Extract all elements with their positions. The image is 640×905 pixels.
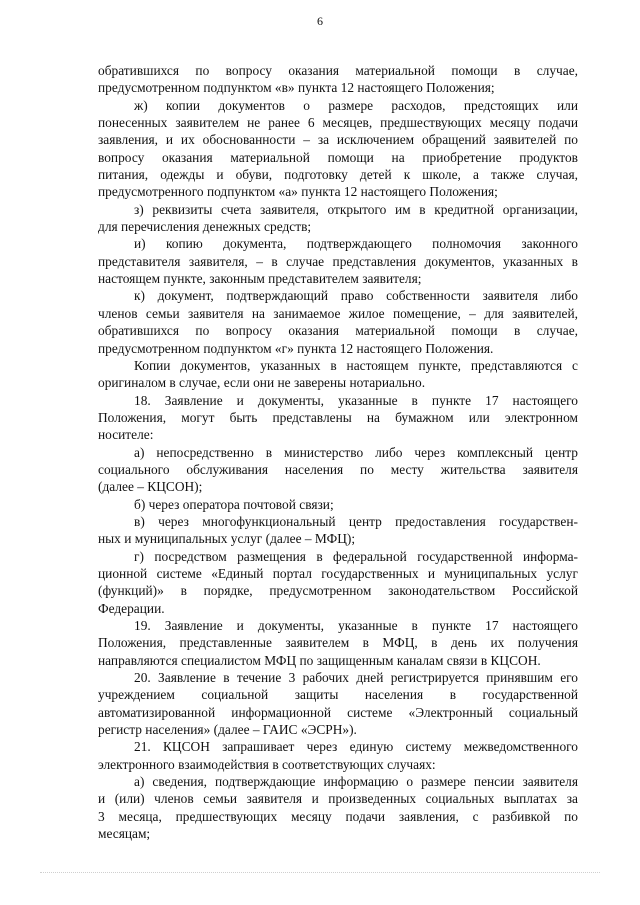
text-line: представителя заявителя, – в случае представления документов, указанных в xyxy=(98,253,578,269)
paragraph xyxy=(98,548,578,617)
paragraph xyxy=(98,773,578,842)
text-line: б) через оператора почтовой связи; xyxy=(134,496,334,512)
paragraph xyxy=(98,513,578,548)
text-line: для перечисления денежных средств; xyxy=(98,219,312,235)
paragraph xyxy=(98,287,578,356)
text-line: обратившихся по вопросу оказания материальной помощи в случае, xyxy=(98,323,578,339)
paragraph xyxy=(98,738,578,773)
paragraph xyxy=(98,444,578,496)
text-line: к) документ, подтверждающий право собственности заявителя либо xyxy=(134,288,578,304)
text-line: и) копию документа, подтверждающего полномочия законного xyxy=(134,236,578,252)
paragraph xyxy=(98,392,578,444)
paragraph xyxy=(98,97,578,201)
text-line: регистр населения» (далее – ГАИС «ЭСРН»). xyxy=(98,722,357,738)
text-line: 18. Заявление и документы, указанные в пункте 17 настоящего xyxy=(134,392,578,408)
text-line: 20. Заявление в течение 3 рабочих дней регистрируется принявшим его xyxy=(134,670,578,686)
text-line: социального обслуживания населения по месту жительства заявителя xyxy=(98,461,578,477)
text-line: и (или) членов семьи заявителя и произведенных социальных выплатах за xyxy=(98,791,578,807)
text-line: предусмотренном подпунктом «в» пункта 12 настоящего Положения; xyxy=(98,80,495,96)
text-line: предусмотренном подпунктом «г» пункта 12 настоящего Положения. xyxy=(98,340,494,356)
paragraph xyxy=(98,496,578,513)
text-line: а) непосредственно в министерство либо через комплексный центр xyxy=(134,444,578,460)
text-line: (далее – КЦСОН); xyxy=(98,479,203,495)
text-line: автоматизированной информационной системе «Электронный социальный xyxy=(98,704,578,720)
paragraph xyxy=(98,201,578,236)
text-line: Копии документов, указанных в настоящем пункте, представляются с xyxy=(134,357,578,373)
text-line: учреждением социальной защиты населения в государственной xyxy=(98,687,578,703)
text-line: 19. Заявление и документы, указанные в пункте 17 настоящего xyxy=(134,618,578,633)
text-line: ных и муниципальных услуг (далее – МФЦ); xyxy=(98,531,356,547)
text-line: г) посредством размещения в федеральной государственной информа- xyxy=(134,548,578,564)
text-line: носителе: xyxy=(98,427,154,443)
text-line: Федерации. xyxy=(98,600,165,616)
text-line: понесенных заявителем не ранее 6 месяцев, предшествующих месяцу подачи xyxy=(98,115,578,131)
text-line: 21. КЦСОН запрашивает через единую систему межведомственного xyxy=(134,739,578,755)
paragraph xyxy=(98,669,578,738)
text-line: вопросу оказания материальной помощи на приобретение продуктов xyxy=(98,149,578,165)
text-line: направляются специалистом МФЦ по защищенным каналам связи в КЦСОН. xyxy=(98,652,541,668)
text-line: заявления, и их обоснованности – за исключением обращений заявителей по xyxy=(98,132,578,148)
text-line: 3 месяца, предшествующих месяцу подачи заявления, с разбивкой по xyxy=(98,808,578,824)
text-line: месяцам; xyxy=(98,826,151,842)
text-line: оригиналом в случае, если они не заверены нотариально. xyxy=(98,375,426,391)
text-line: ционной системе «Единый портал государственных и муниципальных услуг xyxy=(98,565,578,581)
text-line: электронного взаимодействия в соответствующих случаях: xyxy=(98,756,436,772)
paragraph xyxy=(98,62,578,97)
text-line: в) через многофункциональный центр предоставления государствен- xyxy=(134,513,578,529)
paragraph xyxy=(98,235,578,287)
page-number: 6 xyxy=(317,14,323,28)
text-line: членов семьи заявителя на занимаемое жилое помещение, – для заявителей, xyxy=(98,305,578,321)
text-line: обратившихся по вопросу оказания материальной помощи в случае, xyxy=(98,63,578,78)
text-line: питания, одежды и обуви, подготовку детей к школе, а также случая, xyxy=(98,167,578,183)
scan-artifact-line xyxy=(40,872,600,873)
text-line: Положения, представленные заявителем в МФЦ, в день их получения xyxy=(98,635,578,651)
text-line: а) сведения, подтверждающие информацию о размере пенсии заявителя xyxy=(134,774,578,790)
text-line: (функций)» в порядке, предусмотренном законодательством Российской xyxy=(98,583,578,599)
document-body xyxy=(98,62,578,842)
paragraph xyxy=(98,357,578,392)
paragraph xyxy=(98,617,578,669)
text-line: настоящем пункте, законным представителем заявителя; xyxy=(98,271,422,287)
text-line: ж) копии документов о размере расходов, предстоящих или xyxy=(134,97,578,113)
text-line: з) реквизиты счета заявителя, открытого им в кредитной организации, xyxy=(134,201,578,217)
text-line: Положения, могут быть представлены на бумажном или электронном xyxy=(98,409,578,425)
text-line: предусмотренного подпунктом «а» пункта 12 настоящего Положения; xyxy=(98,184,498,200)
